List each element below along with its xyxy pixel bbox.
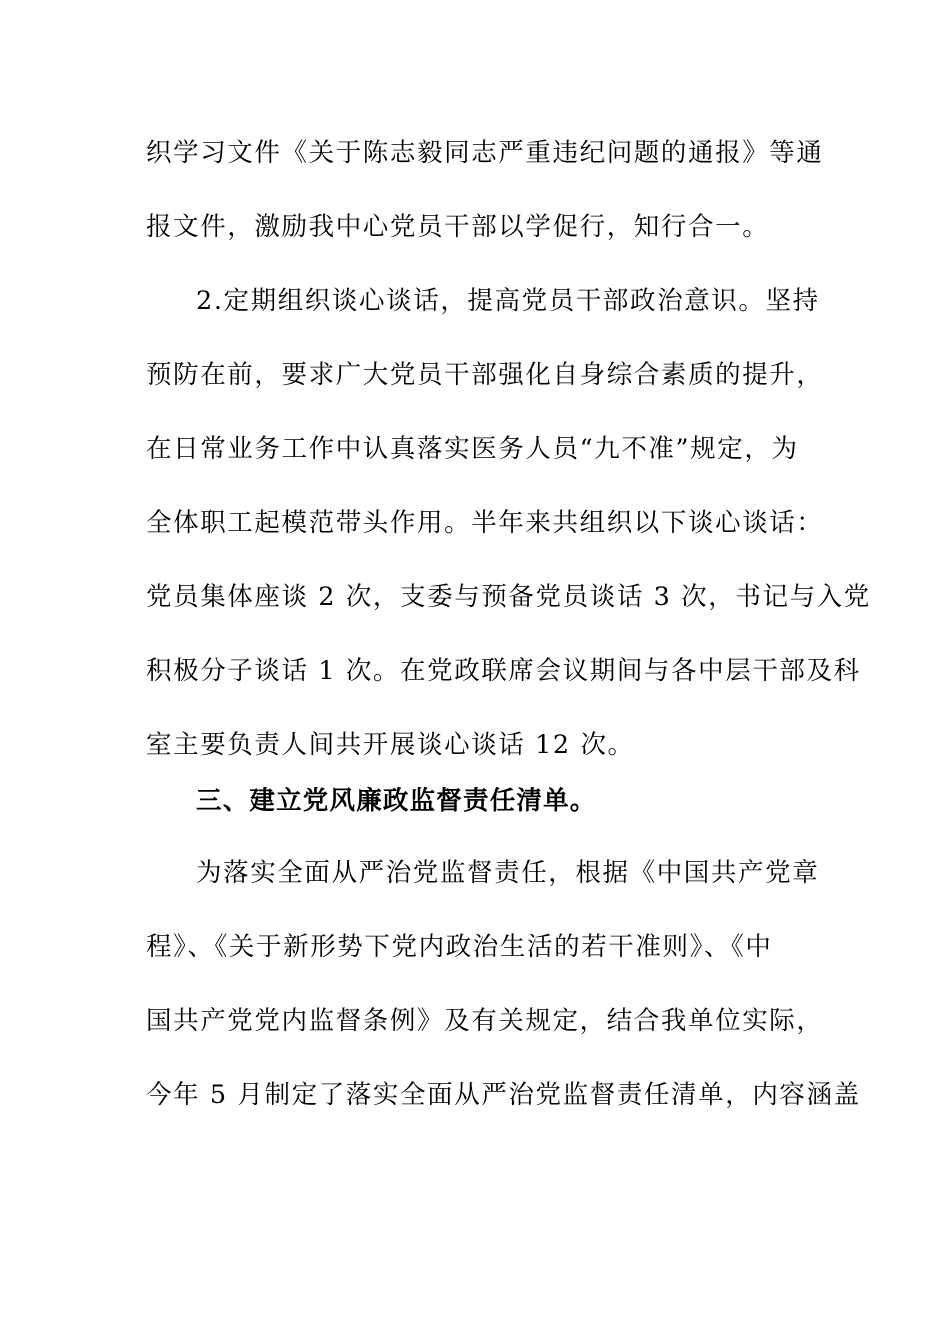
body-text-line: 国共产党党内监督条例》及有关规定，结合我单位实际， <box>146 1006 824 1036</box>
body-text-line: 全体职工起模范带头作用。半年来共组织以下谈心谈话： <box>146 508 824 538</box>
body-text-line: 党员集体座谈 2 次，支委与预备党员谈话 3 次，书记与入党 <box>146 582 871 612</box>
body-text-line: 室主要负责人间共开展谈心谈话 12 次。 <box>146 730 635 760</box>
body-text-line: 积极分子谈话 1 次。在党政联席会议期间与各中层干部及科 <box>146 656 861 686</box>
body-text-line: 程》、《关于新形势下党内政治生活的若干准则》、《中 <box>146 932 773 962</box>
body-text-line: 预防在前，要求广大党员干部强化自身综合素质的提升， <box>146 360 824 390</box>
body-text-line: 在日常业务工作中认真落实医务人员“九不准”规定，为 <box>146 434 799 464</box>
body-text-line: 报文件，激励我中心党员干部以学促行，知行合一。 <box>146 212 770 242</box>
section-heading: 三、建立党风廉政监督责任清单。 <box>196 786 597 816</box>
body-text-line: 为落实全面从严治党监督责任，根据《中国共产党章 <box>196 858 820 888</box>
body-text-line: 今年 5 月制定了落实全面从严治党监督责任清单，内容涵盖 <box>146 1080 861 1110</box>
body-text-line: 织学习文件《关于陈志毅同志严重违纪问题的通报》等通 <box>146 138 824 168</box>
body-text-line: 2.定期组织谈心谈话，提高党员干部政治意识。坚持 <box>196 286 820 316</box>
